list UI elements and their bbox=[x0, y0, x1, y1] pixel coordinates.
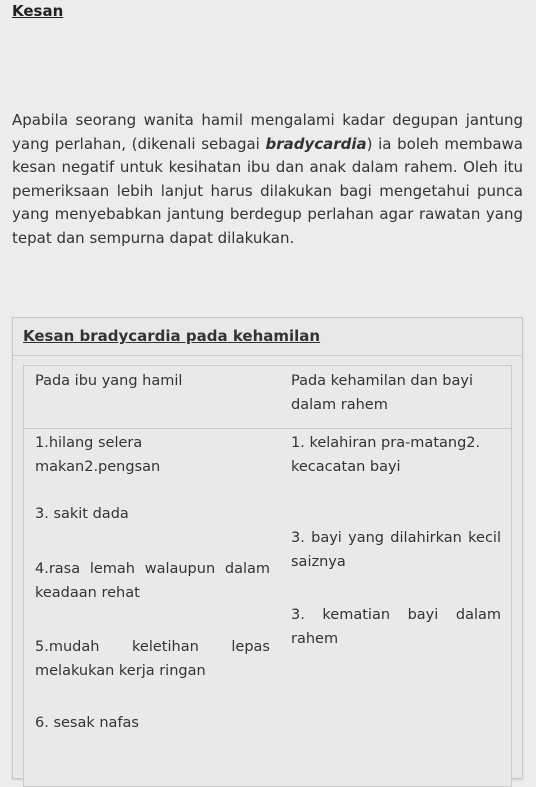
mother-effect-1: 1.hilang selera makan2.pengsan bbox=[35, 435, 161, 475]
panel-divider bbox=[13, 355, 522, 356]
paragraph-text-2: ) ia boleh membawa kesan negatif untuk kesihatan ibu dan anak dalam rahem. Oleh itu pemeriksaan lebih lanjut harus dilakukan bagi mengetahui punca yang menyebabkan jantung berdegup perlahan agar rawatan yang tepat dan sempurna dapat dilakukan. bbox=[12, 134, 523, 247]
header-baby: Pada kehamilan dan bayi dalam rahem bbox=[291, 373, 474, 413]
section-heading: Kesan bbox=[12, 2, 64, 20]
mother-effect-2: 3. sakit dada bbox=[35, 506, 129, 522]
baby-effect-1: 1. kelahiran pra-matang2. kecacatan bayi bbox=[291, 435, 481, 475]
effects-panel bbox=[12, 317, 523, 779]
mother-effect-3: 4.rasa lemah walaupun dalam keadaan rehat bbox=[35, 561, 270, 601]
mother-effect-4: 5.mudah keletihan lepas melakukan kerja ringan bbox=[35, 639, 270, 679]
effects-table bbox=[23, 365, 512, 787]
paragraph-text-1: Apabila seorang wanita hamil mengalami kadar degupan jantung yang perlahan, (dikenali sebagai bbox=[12, 111, 523, 153]
baby-effect-3: 3. kematian bayi dalam rahem bbox=[291, 607, 501, 647]
header-divider bbox=[24, 428, 511, 429]
mother-effect-5: 6. sesak nafas bbox=[35, 715, 139, 731]
intro-paragraph bbox=[12, 109, 523, 250]
panel-title: Kesan bradycardia pada kehamilan bbox=[23, 327, 321, 345]
header-mother: Pada ibu yang hamil bbox=[35, 373, 183, 389]
baby-effect-2: 3. bayi yang dilahirkan kecil saiznya bbox=[291, 530, 501, 570]
bradycardia-term: bradycardia bbox=[265, 134, 367, 153]
